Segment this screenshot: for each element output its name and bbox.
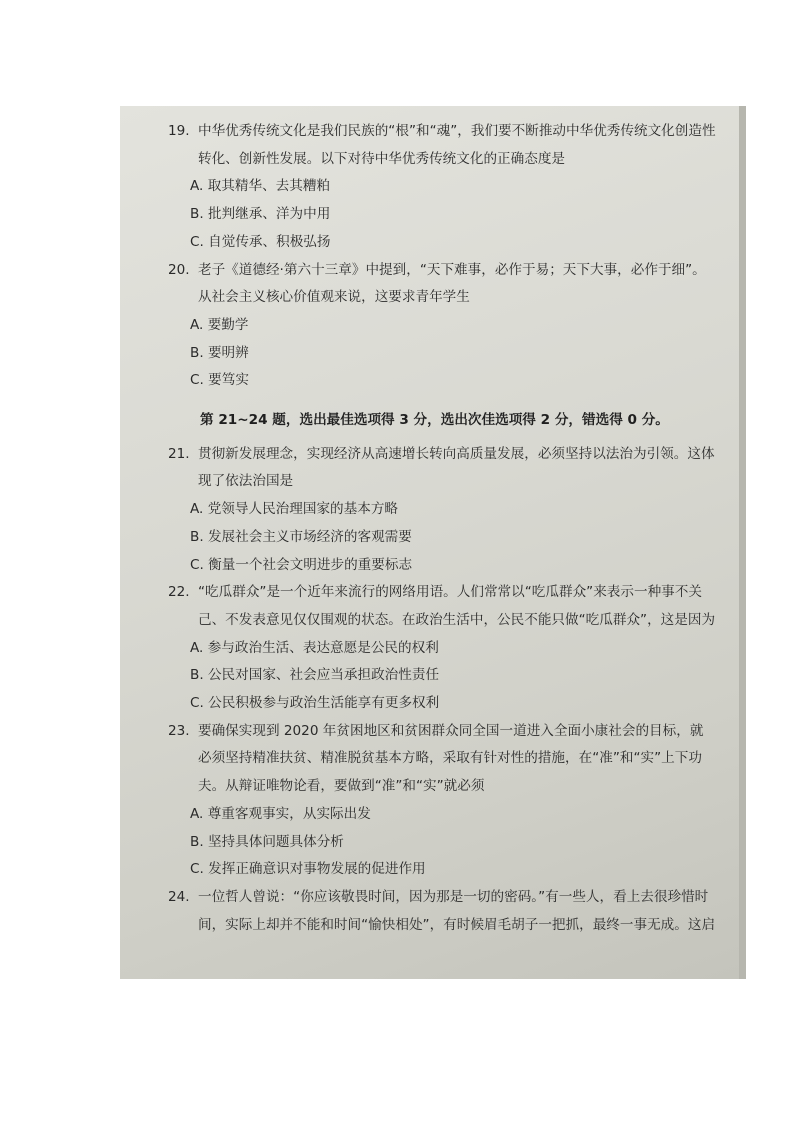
question-number: 23. [168, 722, 190, 739]
option-b: B. 批判继承、洋为中用 [190, 206, 331, 223]
option-c: C. 发挥正确意识对事物发展的促进作用 [190, 861, 426, 878]
option-c: C. 自觉传承、积极弘扬 [190, 233, 331, 250]
option-a: A. 尊重客观事实，从实际出发 [190, 805, 371, 822]
question-20 [168, 257, 716, 312]
question-stem: “吃瓜群众”是一个近年来流行的网络用语。人们常常以“吃瓜群众”来表示一种事不关己、不发表意见仅仅围观的状态。在政治生活中，公民不能只做“吃瓜群众”，这是因为 [198, 584, 716, 628]
question-stem: 一位哲人曾说：“你应该敬畏时间，因为那是一切的密码。”有一些人，看上去很珍惜时间，实际上却并不能和时间“愉快相处”，有时候眉毛胡子一把抓，最终一事无成。这启 [198, 888, 716, 933]
question-24 [168, 884, 716, 939]
option-a: A. 取其精华、去其糟粕 [190, 178, 331, 195]
option-a: A. 要勤学 [190, 316, 249, 333]
question-number: 20. [168, 261, 190, 278]
option-c: C. 公民积极参与政治生活能享有更多权利 [190, 695, 440, 712]
option-a: A. 党领导人民治理国家的基本方略 [190, 501, 399, 518]
question-stem: 贯彻新发展理念，实现经济从高速增长转向高质量发展，必须坚持以法治为引领。这体现了依法治国是 [198, 445, 715, 490]
question-19 [168, 118, 716, 173]
option-c: C. 衡量一个社会文明进步的重要标志 [190, 556, 413, 573]
question-number: 21. [168, 445, 190, 462]
question-stem: 中华优秀传统文化是我们民族的“根”和“魂”，我们要不断推动中华优秀传统文化创造性转化、创新性发展。以下对待中华优秀传统文化的正确态度是 [198, 123, 716, 167]
question-number: 19. [168, 123, 190, 139]
question-number: 24. [168, 888, 190, 905]
option-b: B. 公民对国家、社会应当承担政治性责任 [190, 667, 440, 684]
question-stem: 老子《道德经·第六十三章》中提到，“天下难事，必作于易；天下大事，必作于细”。从社会主义核心价值观来说，这要求青年学生 [198, 261, 706, 306]
question-21 [168, 441, 716, 496]
option-a: A. 参与政治生活、表达意愿是公民的权利 [190, 639, 439, 656]
option-c: C. 要笃实 [190, 372, 249, 389]
exam-content [168, 118, 716, 939]
question-stem: 要确保实现到 2020 年贫困地区和贫困群众同全国一道进入全面小康社会的目标，就必须坚持精准扶贫、精准脱贫基本方略，采取有针对性的措施，在“准”和“实”上下功夫。从辩证唯物论看，要做到“准”和“实”就必须 [198, 722, 704, 795]
question-22 [168, 579, 716, 634]
scoring-instructions: 第 21~24 题，选出最佳选项得 3 分，选出次佳选项得 2 分，错选得 0 分。 [200, 412, 669, 429]
question-number: 22. [168, 584, 190, 601]
option-b: B. 发展社会主义市场经济的客观需要 [190, 528, 412, 545]
scanned-page-photo [120, 106, 746, 979]
question-23 [168, 718, 716, 801]
option-b: B. 坚持具体问题具体分析 [190, 833, 344, 850]
option-b: B. 要明辨 [190, 344, 249, 361]
